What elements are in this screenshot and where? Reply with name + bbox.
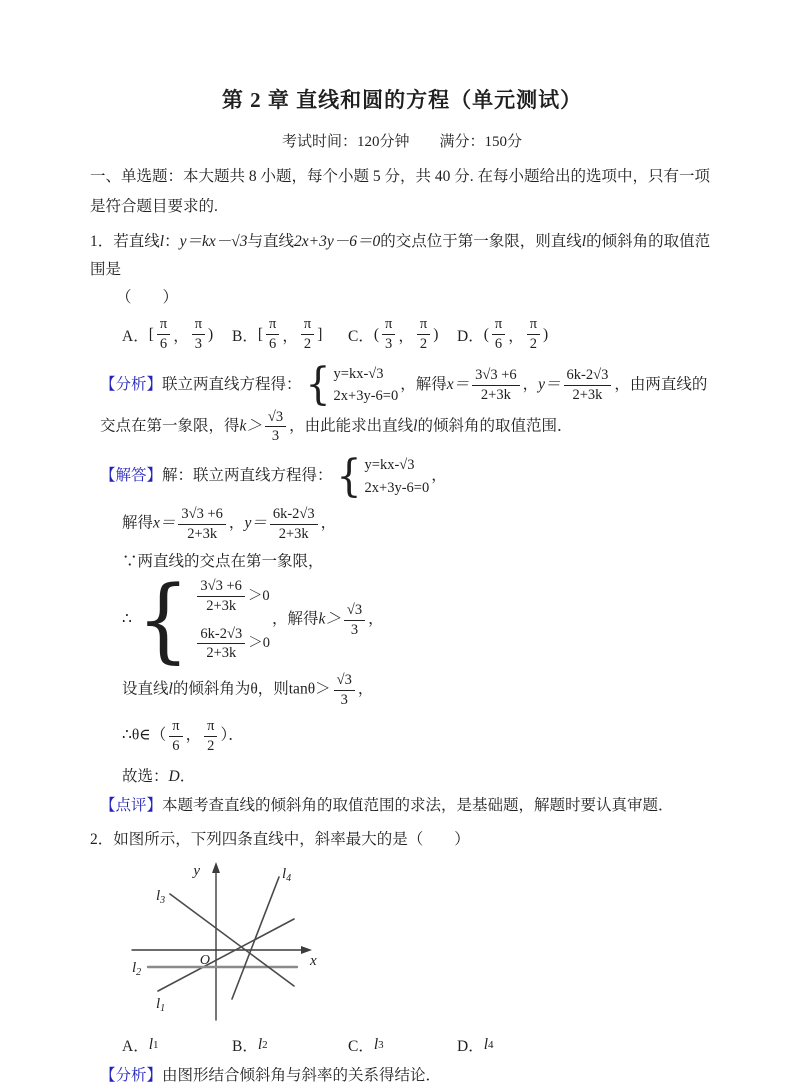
fraction <box>301 316 314 352</box>
question-2-stem: 2．如图所示，下列四条直线中，斜率最大的是（ ） <box>90 831 470 849</box>
fraction-numerator: 3√3 +6 <box>197 578 245 597</box>
system-equation: y=kx-√3 <box>364 457 415 474</box>
analysis-text: 的倾斜角的取值范围． <box>417 417 573 435</box>
x-axis-label: x <box>310 953 317 970</box>
inequality-sign: ＞0 <box>248 634 270 651</box>
system-brace: { <box>304 359 331 411</box>
fraction-numerator: 3√3 +6 <box>178 506 226 525</box>
subscript: 2 <box>262 1039 268 1052</box>
solution-text: ， <box>185 727 202 745</box>
answer-blank-parentheses: （ ） <box>116 289 179 307</box>
fraction-numerator: π <box>417 316 430 335</box>
solution-text: ， <box>228 514 245 532</box>
q1-analysis <box>100 359 714 446</box>
fraction-numerator: π <box>492 316 505 335</box>
q2-option-a <box>122 1034 232 1056</box>
q1-option-d <box>457 315 548 353</box>
fraction-denominator: 2+3k <box>206 645 237 662</box>
fraction-denominator: 6 <box>494 336 503 353</box>
option-label: A． <box>122 327 149 345</box>
q1-solution-line4 <box>122 565 714 673</box>
subscript: 1 <box>153 1039 159 1052</box>
math-var: l <box>483 1036 489 1054</box>
solution-label: 【解答】 <box>100 467 163 485</box>
fraction <box>266 316 279 352</box>
system-inequality <box>194 577 270 615</box>
comment-label: 【点评】 <box>100 796 163 814</box>
math-var: y＝ <box>538 375 561 393</box>
solution-text: ， <box>368 610 384 628</box>
math-var: l <box>168 680 173 698</box>
fraction-denominator: 2+3k <box>278 525 309 542</box>
solution-text: ， <box>431 467 447 485</box>
system-brace: { <box>335 450 362 502</box>
equation-system <box>304 359 399 411</box>
fraction-denominator: 2 <box>419 336 428 353</box>
fraction-denominator: 2 <box>207 738 215 755</box>
fraction <box>204 718 217 754</box>
l3-label: $l_3$ <box>156 888 166 907</box>
fraction <box>265 409 286 445</box>
fraction-numerator: π <box>157 316 170 335</box>
fraction-numerator: π <box>301 316 314 335</box>
solution-text: ， <box>320 514 337 532</box>
fraction-numerator: √3 <box>265 409 286 428</box>
y-axis-arrow-icon <box>212 862 220 873</box>
fraction-numerator: π <box>192 316 205 335</box>
math-var: l <box>159 232 165 250</box>
inequality-system <box>134 565 270 673</box>
y-axis-label: y <box>193 863 200 880</box>
q2-option-d <box>457 1034 494 1056</box>
section-header: 一、单选题：本大题共 8 小题，每个小题 5 分，共 40 分. 在每小题给出的选项中，只有一项是符合题目要求的. <box>90 168 711 216</box>
q1-stem-text: 的交点位于第一象限，则直线 <box>380 232 582 250</box>
q1-solution-line6 <box>122 717 714 755</box>
math-var: l <box>257 1036 263 1054</box>
fraction-numerator: π <box>527 316 540 335</box>
line-l4 <box>232 877 279 999</box>
interval-open: ( <box>373 325 380 343</box>
fraction <box>157 316 170 352</box>
system-brace: { <box>136 565 190 673</box>
interval-close: ) <box>543 325 549 343</box>
answer-letter: D <box>168 767 180 785</box>
analysis-text: ，由此能求出直线 <box>289 417 414 435</box>
interval-close: ] <box>317 325 323 343</box>
fraction-denominator: 6 <box>172 738 180 755</box>
subscript: 3 <box>378 1039 384 1052</box>
fraction-denominator: 2 <box>303 336 312 353</box>
solution-text: 的倾斜角为θ，则tanθ＞ <box>172 680 331 698</box>
q1-solution-line5 <box>122 671 714 709</box>
q2-analysis <box>100 1062 714 1091</box>
fraction-numerator: π <box>266 316 279 335</box>
q1-comment <box>100 792 714 821</box>
fraction <box>197 578 245 614</box>
q1-solution-line1 <box>100 450 714 502</box>
analysis-label: 【分析】 <box>100 1067 163 1085</box>
l1-label: $l_1$ <box>156 996 166 1015</box>
option-label: A． <box>122 1038 149 1056</box>
solution-text: 故选： <box>122 767 169 785</box>
fraction-denominator: 3 <box>350 621 359 638</box>
math-var: y＝ <box>244 514 267 532</box>
line-l1 <box>158 919 294 991</box>
exam-info: 考试时间：120分钟 满分：150分 <box>281 134 522 151</box>
fraction-numerator: 3√3 +6 <box>472 367 520 386</box>
fraction-denominator: 2 <box>529 336 537 353</box>
interval-separator: ， <box>398 327 414 345</box>
option-label: D． <box>457 1038 484 1056</box>
math-var: k＞ <box>318 610 341 628</box>
fraction-denominator: 6 <box>159 336 168 353</box>
math-var: l <box>373 1036 379 1054</box>
fraction-denominator: 3 <box>340 691 348 708</box>
solution-text: ）． <box>220 727 244 745</box>
analysis-text: 联立两直线方程得： <box>162 375 302 393</box>
interval-close: ) <box>208 325 214 343</box>
q1-solution-line3: ∵两直线的交点在第一象限， <box>122 553 324 571</box>
math-var: l <box>413 417 418 435</box>
option-label: D． <box>457 327 484 345</box>
interval-open: ( <box>483 325 489 343</box>
fraction <box>344 602 365 638</box>
fraction-denominator: 3 <box>271 428 280 445</box>
q1-option-c <box>348 315 457 353</box>
math-var: x＝ <box>446 375 470 393</box>
q1-solution-answer <box>122 764 714 786</box>
option-label: C． <box>348 1038 374 1056</box>
math-expression: y＝kx－√3 <box>179 232 248 250</box>
inequality-sign: ＞0 <box>247 587 270 604</box>
coordinate-plane-figure <box>120 860 372 1027</box>
system-equation: 2x+3y-6=0 <box>364 479 430 496</box>
math-var: x＝ <box>153 514 176 532</box>
l4-label: $l_4$ <box>282 866 292 885</box>
fraction <box>178 506 226 542</box>
system-equation: 2x+3y-6=0 <box>333 388 399 405</box>
fraction-numerator: 6k-2√3 <box>564 367 612 386</box>
fraction-denominator: 6 <box>269 336 277 353</box>
q1-stem-text: ： <box>164 232 180 250</box>
interval-separator: ， <box>282 327 298 345</box>
equation-system <box>335 450 430 502</box>
solution-text: 解：联立两直线方程得： <box>162 467 333 485</box>
fraction-numerator: 6k-2√3 <box>197 626 245 645</box>
fraction-denominator: 3 <box>385 336 393 353</box>
fraction <box>492 316 505 352</box>
solution-text: ∴ <box>122 610 132 628</box>
fraction-denominator: 2+3k <box>480 386 511 403</box>
fraction-numerator: 6k-2√3 <box>270 506 318 525</box>
solution-text: ∴θ∈（ <box>122 727 167 745</box>
analysis-text: ，由两直线的交点在第一象限，得 <box>100 375 708 435</box>
q2-figure <box>120 860 714 1032</box>
system-equation: y=kx-√3 <box>333 365 384 382</box>
q1-stem-text: 1．若直线 <box>90 232 160 250</box>
q1-stem-text: 的倾斜角的取值范围是 <box>90 232 711 278</box>
fraction-numerator: √3 <box>334 672 355 691</box>
question-1-stem <box>90 228 714 284</box>
interval-open: [ <box>257 325 264 343</box>
fraction <box>564 367 612 403</box>
solution-text: 解得 <box>122 514 154 532</box>
line-l3 <box>170 894 294 986</box>
option-label: C． <box>348 327 374 345</box>
math-var: l <box>581 232 587 250</box>
fraction <box>192 316 205 352</box>
analysis-text: 由图形结合倾斜角与斜率的关系得结论． <box>162 1067 442 1085</box>
comment-text: 本题考查直线的倾斜角的取值范围的求法，是基础题，解题时要认真审题． <box>162 796 674 814</box>
fraction <box>527 316 540 352</box>
interval-separator: ， <box>173 327 189 345</box>
fraction-denominator: 3 <box>194 336 202 353</box>
fraction <box>197 626 245 662</box>
fraction-denominator: 2+3k <box>187 525 218 542</box>
solution-text: ． <box>179 767 196 785</box>
q1-options-row <box>90 315 714 353</box>
math-var: k＞ <box>239 417 262 435</box>
solution-text: ，解得 <box>271 610 319 628</box>
math-var: l <box>148 1036 154 1054</box>
option-label: B． <box>232 327 258 345</box>
q2-option-c <box>348 1034 457 1056</box>
fraction-numerator: π <box>204 718 217 737</box>
interval-separator: ， <box>508 327 524 345</box>
analysis-label: 【分析】 <box>100 375 163 393</box>
fraction-denominator: 2+3k <box>572 386 603 403</box>
option-label: B． <box>232 1038 258 1056</box>
page-title: 第 2 章 直线和圆的方程（单元测试） <box>221 88 583 112</box>
fraction-denominator: 2+3k <box>206 597 237 614</box>
subscript: 4 <box>488 1039 494 1052</box>
analysis-text: ，解得 <box>400 375 447 393</box>
fraction-numerator: √3 <box>344 602 365 621</box>
analysis-text: ， <box>522 375 539 393</box>
fraction <box>334 672 355 708</box>
fraction <box>472 367 520 403</box>
q2-option-b <box>232 1034 348 1056</box>
l2-label: $l_2$ <box>132 960 142 979</box>
fraction <box>270 506 318 542</box>
q1-option-b <box>232 315 348 353</box>
math-expression: 2x+3y－6＝0 <box>294 232 381 250</box>
interval-open: [ <box>148 325 154 343</box>
fraction <box>417 316 430 352</box>
origin-label: O <box>199 953 210 969</box>
solution-text: 设直线 <box>122 680 169 698</box>
fraction <box>382 316 395 352</box>
fraction <box>169 718 182 754</box>
system-inequality <box>194 625 270 663</box>
q1-option-a <box>122 315 232 353</box>
q1-stem-text: 与直线 <box>247 232 295 250</box>
solution-text: ， <box>357 680 374 698</box>
fraction-numerator: π <box>169 718 182 737</box>
interval-close: ) <box>433 325 439 343</box>
fraction-numerator: π <box>382 316 395 335</box>
q1-solution-line2 <box>122 505 714 543</box>
q2-options-row <box>90 1034 714 1056</box>
